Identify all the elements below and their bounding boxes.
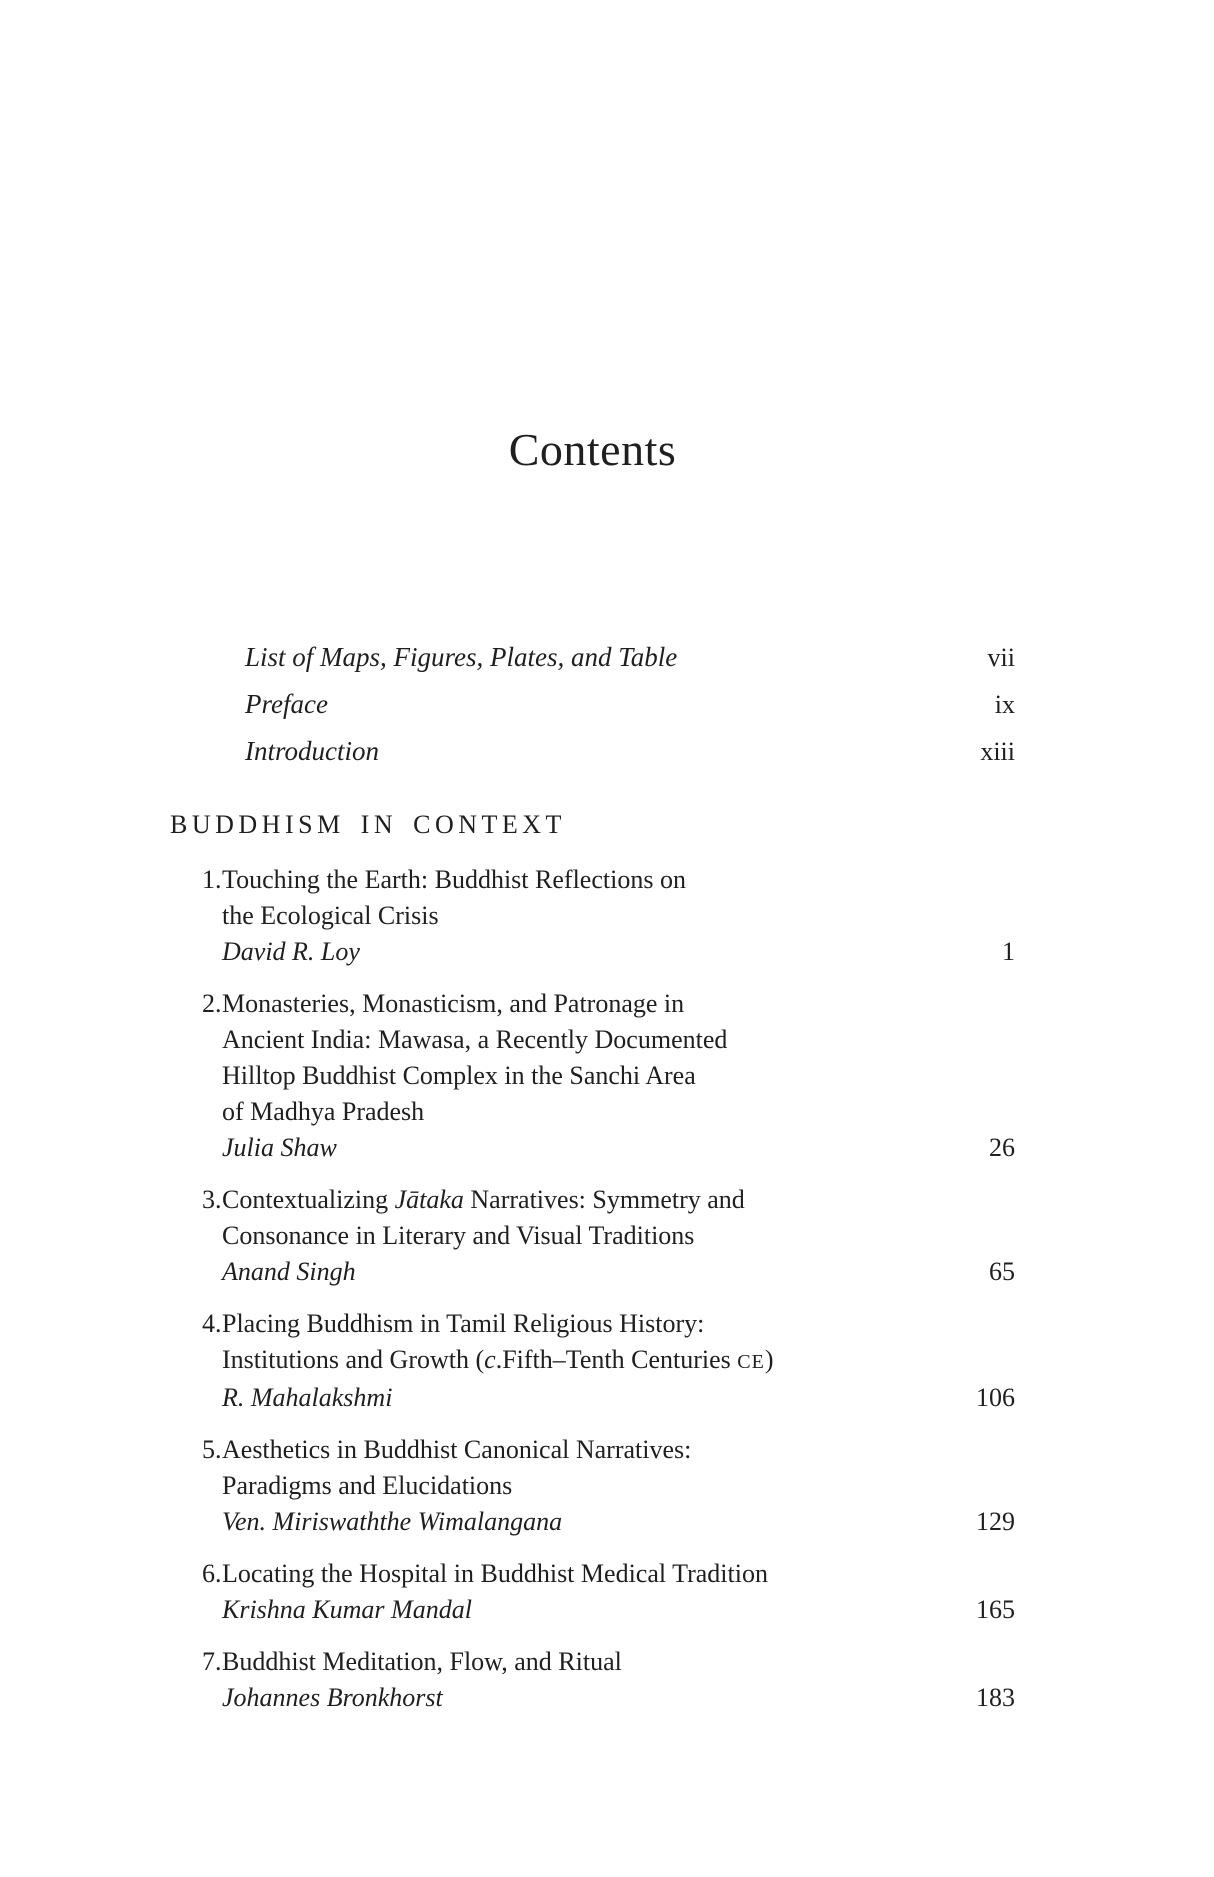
chapter-author-row: [222, 1130, 1015, 1166]
title-segment-italic: c: [484, 1345, 496, 1374]
title-segment: Monasteries, Monasticism, and Patronage in: [222, 989, 685, 1018]
chapter-title-line: [222, 1306, 1015, 1342]
chapter-number: 1.: [202, 865, 222, 894]
chapter-entry-2: [170, 986, 1015, 1166]
chapter-title-line: [222, 898, 1015, 934]
chapter-entry-7: [170, 1644, 1015, 1716]
chapter-author-row: [222, 1380, 1015, 1416]
chapter-title-line: [222, 986, 1015, 1022]
chapter-list: [170, 862, 1015, 1716]
chapter-author: Krishna Kumar Mandal: [222, 1595, 472, 1624]
title-segment: Hilltop Buddhist Complex in the Sanchi Area: [222, 1061, 696, 1090]
front-matter-label: List of Maps, Figures, Plates, and Table: [245, 642, 678, 672]
chapter-author-row: [222, 1254, 1015, 1290]
chapter-number: 5.: [202, 1435, 222, 1464]
chapter-title-line: [222, 1342, 1015, 1380]
front-matter-row: [170, 634, 1015, 681]
front-matter-label: Introduction: [245, 736, 379, 766]
chapter-title-line: [222, 1058, 1015, 1094]
chapter-author-row: [222, 1680, 1015, 1716]
title-segment: Placing Buddhism in Tamil Religious History:: [222, 1309, 705, 1338]
chapter-number: 6.: [202, 1559, 222, 1588]
title-segment: Ancient India: Mawasa, a Recently Documented: [222, 1025, 728, 1054]
chapter-page-number: 1: [1002, 937, 1015, 966]
title-segment: the Ecological Crisis: [222, 901, 439, 930]
title-segment: .Fifth–Tenth Centuries: [495, 1345, 738, 1374]
chapter-title-line: [222, 1022, 1015, 1058]
front-matter-row: [170, 728, 1015, 775]
chapter-number: 2.: [202, 989, 222, 1018]
chapter-page-number: 183: [976, 1683, 1015, 1712]
section-heading: BUDDHISM IN CONTEXT: [170, 810, 566, 839]
chapter-entry-3: [170, 1182, 1015, 1290]
chapter-page-number: 129: [976, 1507, 1015, 1536]
title-segment: Consonance in Literary and Visual Traditions: [222, 1221, 695, 1250]
front-matter-label: Preface: [245, 689, 328, 719]
chapter-title-line: [222, 1182, 1015, 1218]
title-segment: Institutions and Growth (: [222, 1345, 485, 1374]
chapter-author-row: [222, 1504, 1015, 1540]
chapter-title-line: [222, 1094, 1015, 1130]
chapter-title-line: [222, 1556, 1015, 1592]
chapter-number: 4.: [202, 1309, 222, 1338]
title-segment-smallcaps: CE: [737, 1351, 765, 1373]
title-segment: Aesthetics in Buddhist Canonical Narratives:: [222, 1435, 692, 1464]
chapter-number: 7.: [202, 1647, 222, 1676]
title-segment: Contextualizing: [222, 1185, 395, 1214]
title-segment-italic: Jātaka: [394, 1185, 464, 1214]
page-title: Contents: [508, 424, 677, 475]
chapter-entry-6: [170, 1556, 1015, 1628]
chapter-page-number: 65: [989, 1257, 1015, 1286]
chapter-number: 3.: [202, 1185, 222, 1214]
chapter-author: R. Mahalakshmi: [222, 1383, 393, 1412]
front-matter-page-number: ix: [994, 690, 1015, 719]
chapter-entry-4: [170, 1306, 1015, 1416]
chapter-page-number: 106: [976, 1383, 1015, 1412]
chapter-author: Ven. Miriswaththe Wimalangana: [222, 1507, 563, 1536]
chapter-author: Julia Shaw: [222, 1133, 337, 1162]
chapter-author: Johannes Bronkhorst: [222, 1683, 443, 1712]
chapter-author: Anand Singh: [222, 1257, 356, 1286]
chapter-entry-1: [170, 862, 1015, 970]
front-matter-page-number: vii: [987, 643, 1015, 672]
chapter-title-line: [222, 1468, 1015, 1504]
title-segment: ): [764, 1345, 774, 1374]
chapter-author: David R. Loy: [222, 937, 360, 966]
chapter-page-number: 26: [989, 1133, 1015, 1162]
chapter-author-row: [222, 934, 1015, 970]
front-matter-list: [170, 634, 1015, 775]
front-matter-page-number: xiii: [980, 737, 1015, 766]
chapter-entry-5: [170, 1432, 1015, 1540]
chapter-author-row: [222, 1592, 1015, 1628]
chapter-title-line: [222, 862, 1015, 898]
front-matter-row: [170, 681, 1015, 728]
title-segment: Locating the Hospital in Buddhist Medical Tradition: [222, 1559, 768, 1588]
title-segment: Touching the Earth: Buddhist Reflections on: [222, 865, 686, 894]
title-segment: Buddhist Meditation, Flow, and Ritual: [222, 1647, 622, 1676]
chapter-page-number: 165: [976, 1595, 1015, 1624]
chapter-title-line: [222, 1644, 1015, 1680]
title-segment: Narratives: Symmetry and: [463, 1185, 745, 1214]
chapter-title-line: [222, 1432, 1015, 1468]
title-segment: Paradigms and Elucidations: [222, 1471, 513, 1500]
chapter-title-line: [222, 1218, 1015, 1254]
title-segment: of Madhya Pradesh: [222, 1097, 425, 1126]
